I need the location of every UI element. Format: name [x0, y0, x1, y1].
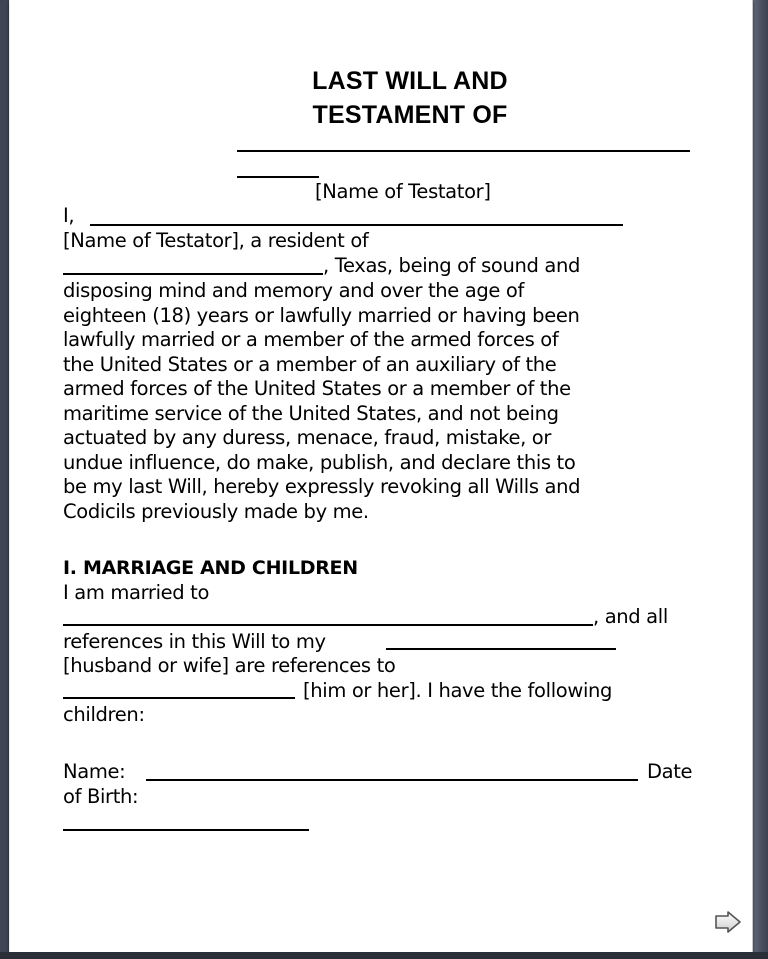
child-name-blank[interactable]: [146, 779, 638, 781]
intro-line-7: the United States or a member of an auxiliary of the: [63, 352, 557, 376]
section-heading-marriage-children: I. MARRIAGE AND CHILDREN: [63, 557, 358, 579]
intro-line-6: lawfully married or a member of the armed forces of: [63, 328, 559, 351]
spouse-name-blank[interactable]: [63, 624, 593, 626]
intro-line-2: [Name of Testator], a resident of: [63, 229, 369, 252]
i-prefix: I,: [63, 204, 75, 227]
marriage-line-1: I am married to: [63, 580, 210, 604]
residence-blank[interactable]: [63, 273, 323, 275]
intro-line-13: Codicils previously made by me.: [63, 499, 369, 523]
child-date-label: Date: [647, 760, 693, 783]
intro-line-11: undue influence, do make, publish, and declare this to: [63, 450, 576, 474]
marriage-line-6: children:: [63, 703, 145, 726]
intro-line-4: disposing mind and memory and over the age of: [63, 279, 525, 302]
intro-line-8: armed forces of the United States or a member of the: [63, 377, 571, 400]
intro-line-1: [63, 204, 74, 229]
him-her-blank[interactable]: [63, 697, 295, 699]
marriage-line-3: references in this Will to my: [63, 629, 326, 653]
testator-name-blank-3[interactable]: [90, 224, 623, 226]
child-birth-date-blank[interactable]: [63, 829, 309, 831]
intro-line-9: maritime service of the United States, and not being: [63, 401, 559, 425]
marriage-line-5: [him or her]. I have the following: [303, 678, 613, 702]
title-line-2: TESTAMENT OF: [312, 101, 508, 129]
husband-wife-blank[interactable]: [386, 648, 616, 650]
testator-caption: [Name of Testator]: [315, 180, 491, 203]
child-birth-label: of Birth:: [63, 784, 139, 808]
viewer-bottom-edge: [0, 952, 768, 959]
document-page: [9, 0, 753, 952]
title-line-1: LAST WILL AND: [312, 67, 508, 95]
child-name-label: Name:: [63, 760, 126, 783]
next-page-arrow-icon[interactable]: [714, 910, 742, 934]
intro-line-3: , Texas, being of sound and: [323, 254, 581, 277]
intro-line-5: eighteen (18) years or lawfully married or having been: [63, 303, 580, 327]
viewer-scrollbar-gutter: [751, 0, 768, 959]
marriage-line-2: , and all: [593, 605, 668, 628]
intro-line-10: actuated by any duress, menace, fraud, mistake, or: [63, 426, 552, 449]
testator-name-blank-1[interactable]: [237, 150, 690, 152]
testator-name-blank-2[interactable]: [237, 176, 319, 178]
document-title: [10, 64, 752, 132]
marriage-line-4: [husband or wife] are references to: [63, 654, 396, 677]
intro-line-12: be my last Will, hereby expressly revoking all Wills and: [63, 475, 581, 498]
